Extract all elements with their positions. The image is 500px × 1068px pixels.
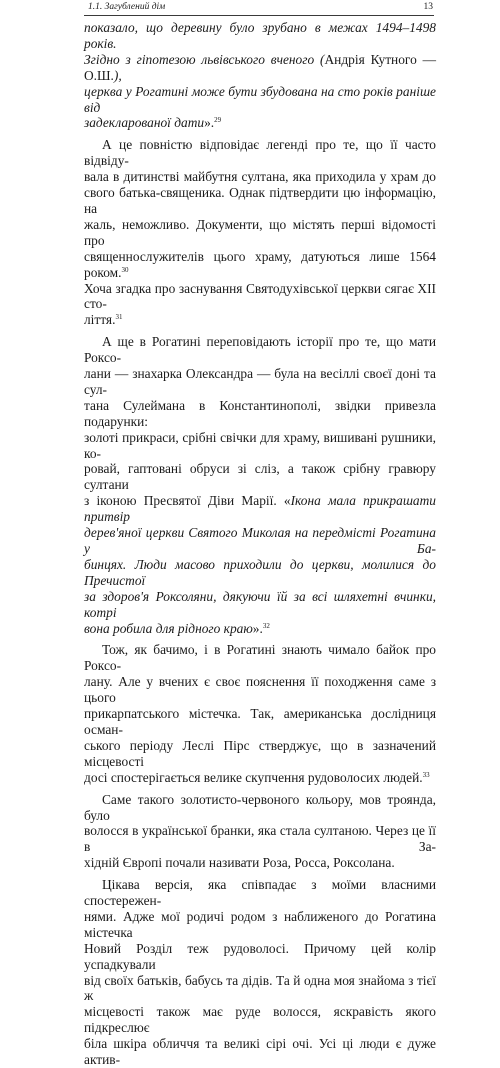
text-line xyxy=(84,334,436,366)
text-run: жаль, неможливо. Документи, що містять перші відомості про xyxy=(84,216,436,248)
text-run: волосся в української бранки, яка стала султаною. Через це її в За- xyxy=(84,823,436,855)
footnote-marker: 31 xyxy=(115,313,123,322)
text-run: Саме такого золотисто-червоного кольору, мов троянда, було xyxy=(84,791,436,823)
italic-text: бинцях. Люди масово приходили до церкви, молилися до Пречистої xyxy=(84,556,436,588)
text-run: ліття. xyxy=(84,312,116,328)
italic-text: вона робила для рідного краю xyxy=(84,620,253,636)
footnote-marker: 33 xyxy=(422,770,430,779)
text-line xyxy=(84,312,436,328)
text-run: лану. Але у вчених є своє пояснення її походження саме з цього xyxy=(84,674,436,706)
text-line xyxy=(84,169,436,185)
text-line xyxy=(84,137,436,169)
italic-text: задекларованої дати xyxy=(84,115,205,131)
text-run: ». xyxy=(204,115,215,131)
text-run: хідній Європі почали називати Роза, Росса, Роксолана. xyxy=(84,855,395,871)
body-text xyxy=(84,20,436,1068)
text-line xyxy=(84,52,436,84)
text-line xyxy=(84,823,436,855)
text-run: Тож, як бачимо, і в Рогатині знають чимало байок про Роксо- xyxy=(84,642,436,674)
italic-text: дерев'яної церкви Святого Миколая на передмісті Рогатина у Ба- xyxy=(84,525,436,556)
text-run: А це повністю відповідає легенді про те, що її часто відвіду- xyxy=(84,137,436,169)
italic-text: показало, що деревину було зрубано в межах 1494–1498 років. xyxy=(84,20,436,51)
text-run: Цікава версія, яка співпадає з моїми власними спостережен- xyxy=(84,877,436,909)
text-run: Новий Розділ теж рудоволосі. Причому цей колір успадкували xyxy=(84,940,436,972)
text-line xyxy=(84,366,436,398)
text-line xyxy=(84,84,436,116)
running-title: 1.1. Загублений дім xyxy=(88,2,166,12)
page-number: 13 xyxy=(423,2,433,12)
text-line xyxy=(84,115,436,131)
text-run: нями. Адже мої родичі родом з наближеного до Рогатина містечка xyxy=(84,908,436,940)
text-run: золоті прикраси, срібні свічки для храму, вишивані рушники, ко- xyxy=(84,429,436,461)
text-line xyxy=(84,281,436,313)
text-line xyxy=(84,249,436,281)
text-line xyxy=(84,1004,436,1036)
text-line xyxy=(84,398,436,430)
text-line xyxy=(84,674,436,706)
text-line xyxy=(84,621,436,637)
text-line xyxy=(84,217,436,249)
text-run: Хоча згадка про заснування Святодухівської церкви сягає XII сто- xyxy=(84,280,436,312)
text-line xyxy=(84,557,436,589)
text-line xyxy=(84,770,436,786)
text-line xyxy=(84,738,436,770)
text-line xyxy=(84,525,436,557)
text-line xyxy=(84,185,436,217)
text-run: біла шкіра обличчя та великі сірі очі. Усі ці люди є дуже актив- xyxy=(84,1036,436,1068)
text-run: свого батька-священика. Однак підтвердити цю інформацію, на xyxy=(84,185,436,216)
italic-text: ), xyxy=(113,67,122,83)
text-run: вала в дитинстві майбутня султана, яка приходила у храм до xyxy=(84,169,436,185)
text-run: ського періоду Леслі Пірс стверджує, що в зазначений місцевості xyxy=(84,737,436,769)
text-run: ». xyxy=(252,620,263,636)
running-header xyxy=(84,1,434,16)
text-line xyxy=(84,909,436,941)
text-run: від своїх батьків, бабусь та дідів. Та й одна моя знайома з тієї ж xyxy=(84,972,436,1004)
italic-text: церква у Рогатині може бути збудована на сто років раніше від xyxy=(84,83,436,115)
text-run: з іконою Пресвятої Діви Марії. « xyxy=(84,493,291,509)
text-line xyxy=(84,941,436,973)
footnote-marker: 30 xyxy=(121,265,129,274)
footnote-marker: 29 xyxy=(214,116,222,125)
footnote-marker: 32 xyxy=(262,621,270,630)
text-line xyxy=(84,973,436,1005)
text-line xyxy=(84,461,436,493)
italic-text: Згідно з гіпотезою львівського вченого ( xyxy=(84,51,325,67)
text-run: Андрія Кутного — О.Ш. xyxy=(84,51,437,83)
text-run: тана Сулеймана в Константинополі, звідки привезла подарунки: xyxy=(84,397,436,429)
text-run: прикарпатського містечка. Так, американська дослідниця осман- xyxy=(84,706,436,737)
text-run: лани — знахарка Олександра — була на весіллі своєї доні та сул- xyxy=(84,366,436,397)
italic-text: Ікона мала прикрашати притвір xyxy=(84,493,436,525)
text-run: ровай, гаптовані обруси зі сліз, а також срібну гравюру султани xyxy=(84,461,436,493)
text-line xyxy=(84,20,436,52)
text-run: священнослужителів цього храму, датуються лише 1564 роком. xyxy=(84,248,436,280)
text-line xyxy=(84,642,436,674)
text-line xyxy=(84,1036,436,1068)
text-line xyxy=(84,493,436,525)
text-run: досі спостерігається велике скупчення рудоволосих людей. xyxy=(84,769,423,785)
text-run: А ще в Рогатині переповідають історії про те, що мати Роксо- xyxy=(84,334,436,366)
text-line xyxy=(84,430,436,462)
text-line xyxy=(84,855,436,871)
text-line xyxy=(84,589,436,621)
italic-text: за здоров'я Роксоляни, дякуючи їй за всі шляхетні вчинки, котрі xyxy=(84,588,436,620)
text-line xyxy=(84,877,436,909)
text-run: місцевості також має руде волосся, яскравість якого підкреслює xyxy=(84,1004,436,1036)
text-line xyxy=(84,706,436,738)
text-line xyxy=(84,792,436,824)
